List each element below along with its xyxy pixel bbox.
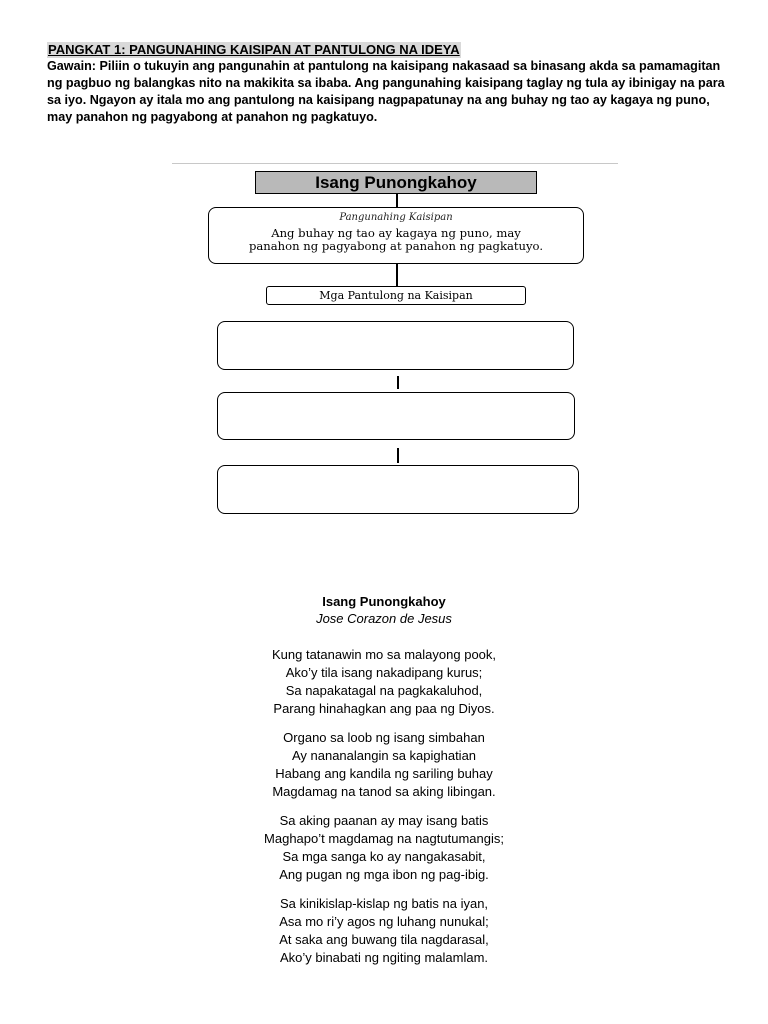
poem-line: Organo sa loob ng isang simbahan bbox=[283, 730, 485, 745]
connector-line bbox=[396, 264, 398, 286]
connector-line bbox=[396, 194, 398, 207]
main-idea-line: Ang buhay ng tao ay kagaya ng puno, may bbox=[271, 226, 521, 240]
poem-title: Isang Punongkahoy bbox=[322, 594, 446, 609]
supporting-idea-box-2[interactable] bbox=[217, 392, 575, 440]
poem-line: Ang pugan ng mga ibon ng pag-ibig. bbox=[279, 867, 489, 882]
poem-stanza bbox=[0, 646, 768, 718]
supporting-idea-box-1[interactable] bbox=[217, 321, 574, 370]
main-idea-box bbox=[208, 207, 584, 264]
diagram-title: Isang Punongkahoy bbox=[255, 171, 537, 194]
divider-line bbox=[172, 163, 618, 164]
poem-line: Sa napakatagal na pagkakaluhod, bbox=[285, 683, 483, 698]
poem-stanza bbox=[0, 895, 768, 967]
supporting-idea-box-3[interactable] bbox=[217, 465, 579, 514]
connector-line bbox=[397, 448, 399, 463]
poem-line: Sa mga sanga ko ay nangakasabit, bbox=[282, 849, 486, 864]
poem-line: Ay nananalangin sa kapighatian bbox=[291, 748, 477, 763]
poem-line: Magdamag na tanod sa aking libingan. bbox=[272, 784, 496, 799]
instructions-text: Gawain: Piliin o tukuyin ang pangunahin at pantulong na kaisipang nakasaad sa binasang akda sa pamamagitan ng pagbuo ng balangkas nito na makikita sa ibaba. Ang pangunahing kaisipang taglay ng tula ay ibinigay na para sa iyo. Ngayon ay itala mo ang pantulong na kaisipang nagpapatunay na ang buhay ng tao ay kagaya ng puno, may panahon ng pagyabong at panahon ng pagkatuyo. bbox=[47, 59, 725, 124]
main-idea-line: panahon ng pagyabong at panahon ng pagkatuyo. bbox=[248, 239, 544, 253]
poem-line: Asa mo ri’y agos ng luhang nunukal; bbox=[279, 914, 489, 929]
poem-line: At saka ang buwang tila nagdarasal, bbox=[279, 932, 489, 947]
poem-stanza bbox=[0, 729, 768, 801]
connector-line bbox=[397, 376, 399, 389]
poem-line: Ako’y binabati ng ngiting malamlam. bbox=[279, 950, 489, 965]
supporting-ideas-label: Mga Pantulong na Kaisipan bbox=[266, 286, 526, 305]
poem-line: Maghapo’t magdamag na nagtutumangis; bbox=[264, 831, 504, 846]
poem-line: Ako’y tila isang nakadipang kurus; bbox=[285, 665, 483, 680]
poem-stanza bbox=[0, 812, 768, 884]
worksheet-heading: PANGKAT 1: PANGUNAHING KAISIPAN AT PANTULONG NA IDEYA bbox=[48, 42, 460, 57]
poem-line: Kung tatanawin mo sa malayong pook, bbox=[271, 647, 497, 662]
main-idea-text bbox=[209, 227, 583, 253]
poem-line: Habang ang kandila ng sariling buhay bbox=[275, 766, 493, 781]
poem-line: Parang hinahagkan ang paa ng Diyos. bbox=[273, 701, 495, 716]
poem-line: Sa kinikislap-kislap ng batis na iyan, bbox=[279, 896, 489, 911]
poem-line: Sa aking paanan ay may isang batis bbox=[279, 813, 489, 828]
main-idea-label: Pangunahing Kaisipan bbox=[339, 212, 453, 223]
poem-author: Jose Corazon de Jesus bbox=[316, 611, 452, 626]
